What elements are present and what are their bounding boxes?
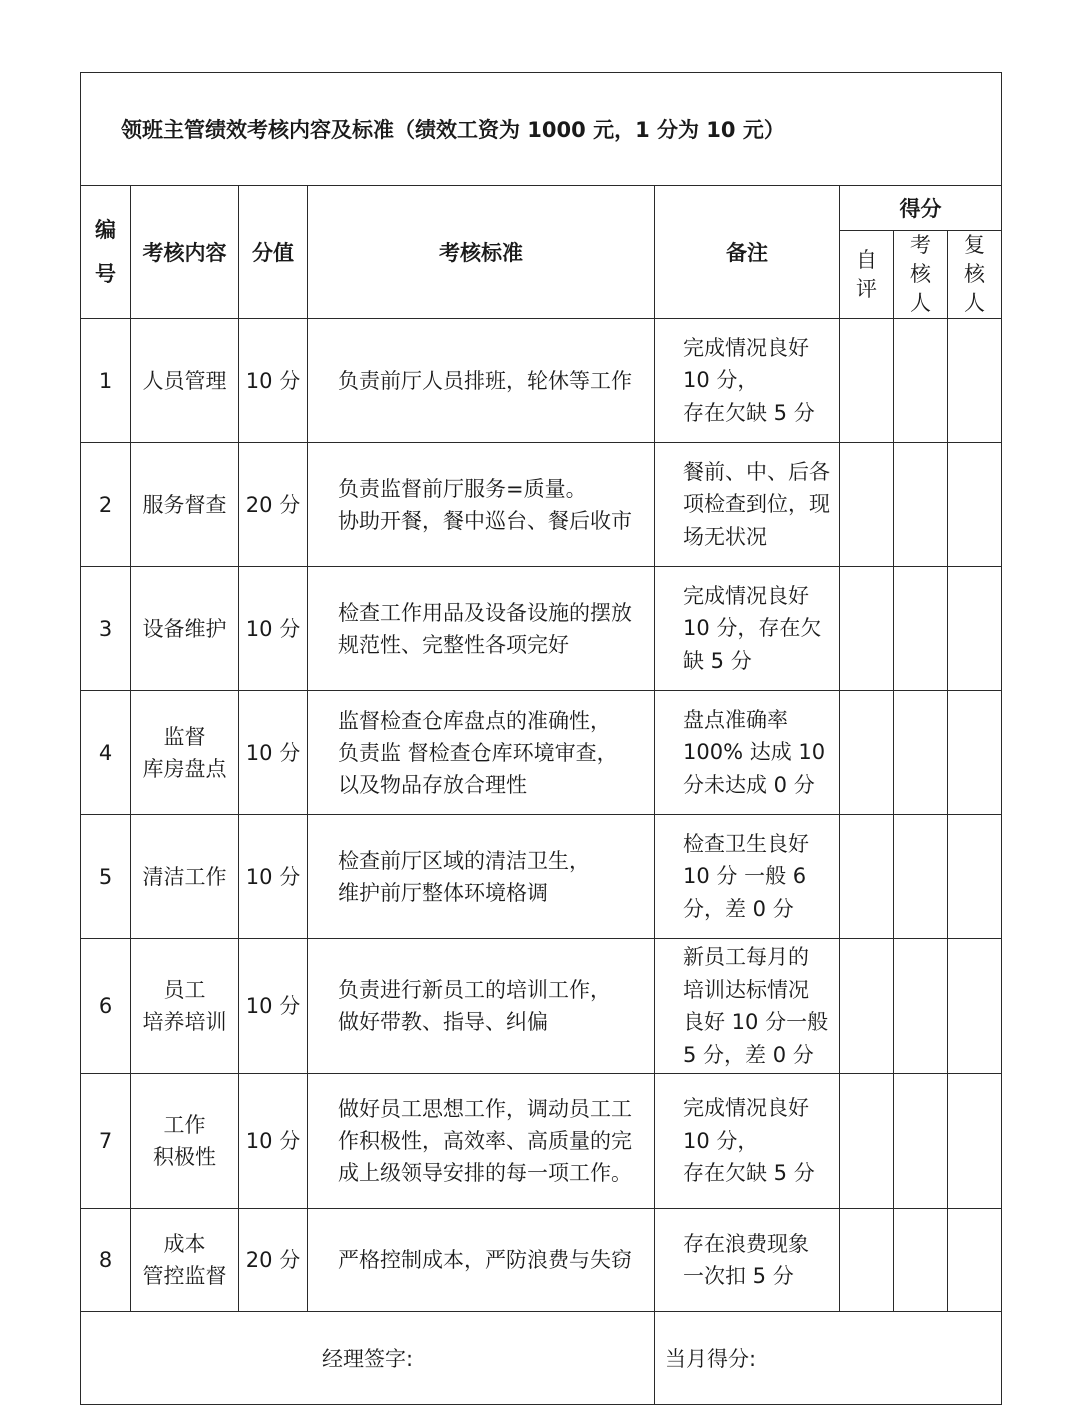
assessment-table [80, 72, 1002, 1405]
item-number: 2 [81, 443, 131, 567]
assessor-rating-cell[interactable] [894, 691, 948, 815]
item-criteria: 严格控制成本，严防浪费与失窃 [308, 1209, 655, 1312]
item-notes: 盘点准确率 100% 达成 10 分未达成 0 分 [655, 691, 840, 815]
item-criteria: 监督检查仓库盘点的准确性， 负责监 督检查仓库环境审查， 以及物品存放合理性 [308, 691, 655, 815]
self-rating-cell[interactable] [840, 443, 894, 567]
reviewer-rating-cell[interactable] [948, 1074, 1002, 1209]
item-content: 设备维护 [131, 567, 239, 691]
assessor-rating-cell[interactable] [894, 939, 948, 1074]
item-notes: 完成情况良好 10 分，存在欠 缺 5 分 [655, 567, 840, 691]
item-number: 3 [81, 567, 131, 691]
reviewer-rating-cell[interactable] [948, 691, 1002, 815]
item-number: 1 [81, 319, 131, 443]
table-row [81, 319, 1002, 443]
item-score: 10 分 [239, 1074, 308, 1209]
self-rating-cell[interactable] [840, 319, 894, 443]
item-number: 4 [81, 691, 131, 815]
assessor-rating-cell[interactable] [894, 815, 948, 939]
assessor-rating-cell[interactable] [894, 567, 948, 691]
monthly-score-field[interactable]: 当月得分: [655, 1312, 1002, 1405]
header-notes: 备注 [655, 186, 840, 319]
self-rating-cell[interactable] [840, 815, 894, 939]
reviewer-rating-cell[interactable] [948, 319, 1002, 443]
table-row [81, 1074, 1002, 1209]
item-criteria: 做好员工思想工作，调动员工工 作积极性，高效率、高质量的完 成上级领导安排的每一项工作。 [308, 1074, 655, 1209]
header-self-rating: 自 评 [840, 231, 894, 319]
page-title: 领班主管绩效考核内容及标准（绩效工资为 1000 元，1 分为 10 元） [81, 73, 1002, 186]
self-rating-cell[interactable] [840, 567, 894, 691]
assessor-rating-cell[interactable] [894, 319, 948, 443]
reviewer-rating-cell[interactable] [948, 1209, 1002, 1312]
item-content: 监督 库房盘点 [131, 691, 239, 815]
item-criteria: 负责监督前厅服务=质量。 协助开餐，餐中巡台、餐后收市 [308, 443, 655, 567]
item-notes: 完成情况良好 10 分， 存在欠缺 5 分 [655, 1074, 840, 1209]
item-content: 成本 管控监督 [131, 1209, 239, 1312]
item-number: 5 [81, 815, 131, 939]
item-score: 20 分 [239, 443, 308, 567]
reviewer-rating-cell[interactable] [948, 567, 1002, 691]
item-notes: 新员工每月的 培训达标情况 良好 10 分一般 5 分，差 0 分 [655, 939, 840, 1074]
item-criteria: 负责进行新员工的培训工作， 做好带教、指导、纠偏 [308, 939, 655, 1074]
table-row [81, 815, 1002, 939]
item-content: 清洁工作 [131, 815, 239, 939]
reviewer-rating-cell[interactable] [948, 443, 1002, 567]
item-score: 10 分 [239, 815, 308, 939]
item-content: 服务督查 [131, 443, 239, 567]
item-number: 7 [81, 1074, 131, 1209]
item-score: 20 分 [239, 1209, 308, 1312]
item-number: 8 [81, 1209, 131, 1312]
header-rating: 得分 [840, 186, 1002, 231]
item-notes: 完成情况良好 10 分， 存在欠缺 5 分 [655, 319, 840, 443]
item-score: 10 分 [239, 567, 308, 691]
item-number: 6 [81, 939, 131, 1074]
header-no: 编 号 [81, 186, 131, 319]
item-content: 人员管理 [131, 319, 239, 443]
item-content: 员工 培养培训 [131, 939, 239, 1074]
item-criteria: 检查工作用品及设备设施的摆放 规范性、完整性各项完好 [308, 567, 655, 691]
item-criteria: 检查前厅区域的清洁卫生， 维护前厅整体环境格调 [308, 815, 655, 939]
header-assessor: 考 核 人 [894, 231, 948, 319]
table-row [81, 443, 1002, 567]
item-notes: 存在浪费现象 一次扣 5 分 [655, 1209, 840, 1312]
header-reviewer: 复 核 人 [948, 231, 1002, 319]
self-rating-cell[interactable] [840, 691, 894, 815]
reviewer-rating-cell[interactable] [948, 939, 1002, 1074]
self-rating-cell[interactable] [840, 939, 894, 1074]
item-criteria: 负责前厅人员排班，轮休等工作 [308, 319, 655, 443]
item-score: 10 分 [239, 691, 308, 815]
table-row [81, 939, 1002, 1074]
self-rating-cell[interactable] [840, 1074, 894, 1209]
item-score: 10 分 [239, 319, 308, 443]
assessor-rating-cell[interactable] [894, 1074, 948, 1209]
reviewer-rating-cell[interactable] [948, 815, 1002, 939]
item-score: 10 分 [239, 939, 308, 1074]
table-row [81, 691, 1002, 815]
self-rating-cell[interactable] [840, 1209, 894, 1312]
header-criteria: 考核标准 [308, 186, 655, 319]
header-content: 考核内容 [131, 186, 239, 319]
table-row [81, 567, 1002, 691]
item-notes: 检查卫生良好 10 分 一般 6 分，差 0 分 [655, 815, 840, 939]
item-notes: 餐前、中、后各 项检查到位，现 场无状况 [655, 443, 840, 567]
assessor-rating-cell[interactable] [894, 1209, 948, 1312]
assessor-rating-cell[interactable] [894, 443, 948, 567]
header-score: 分值 [239, 186, 308, 319]
table-row [81, 1209, 1002, 1312]
manager-signature-field[interactable]: 经理签字: [81, 1312, 655, 1405]
item-content: 工作 积极性 [131, 1074, 239, 1209]
